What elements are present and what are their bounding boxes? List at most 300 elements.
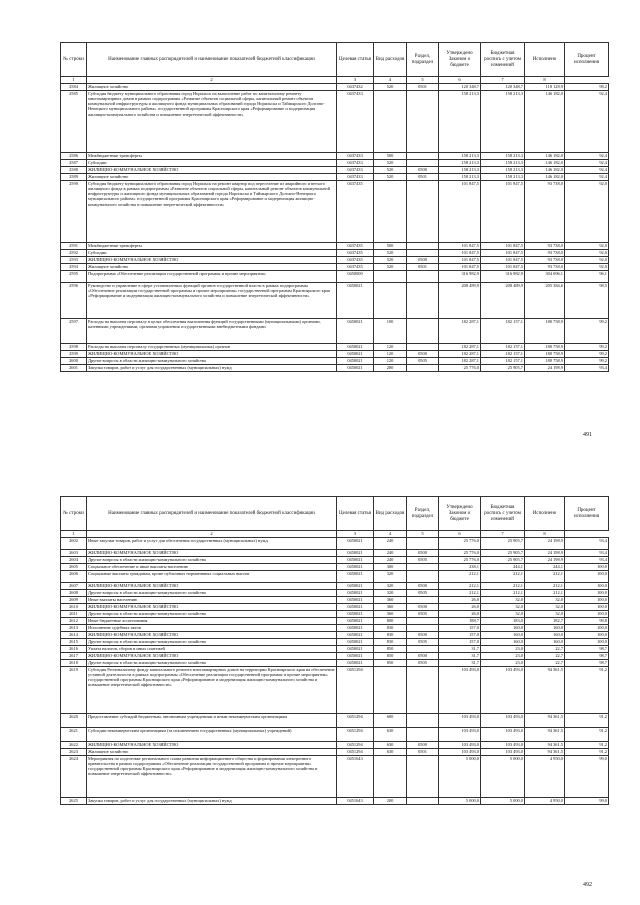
- section-cell: 0505: [407, 357, 439, 364]
- row-name-cell: Расходы на выплаты персоналу государственных (муниципальных) органов: [87, 343, 337, 350]
- row-number-cell: 2610: [61, 603, 87, 610]
- schedule-amount-cell: 25 905,7: [481, 556, 525, 563]
- schedule-amount-cell: 212,1: [481, 589, 525, 596]
- executed-amount-cell: 160,0: [525, 631, 565, 638]
- col-number: 5: [407, 531, 439, 538]
- executed-amount-cell: 304 696,1: [525, 270, 565, 282]
- schedule-amount-cell: 183,0: [481, 617, 525, 624]
- executed-amount-cell: 180 758,9: [525, 350, 565, 357]
- row-name-cell: ЖИЛИЩНО-КОММУНАЛЬНОЕ ХОЗЯЙСТВО: [87, 652, 337, 659]
- table-row: [61, 270, 609, 282]
- execution-percent-cell: 99,0: [565, 755, 609, 797]
- expense-kind-cell: 360: [374, 610, 407, 617]
- row-name-cell: Другие вопросы в области жилищно-коммунального хозяйства: [87, 556, 337, 563]
- expense-kind-cell: 850: [374, 659, 407, 666]
- execution-percent-cell: 92,0: [565, 249, 609, 256]
- table-row: [61, 563, 609, 570]
- section-cell: [407, 727, 439, 741]
- section-cell: [407, 713, 439, 727]
- execution-percent-cell: 99,2: [565, 318, 609, 343]
- approved-amount-cell: 26,0: [439, 596, 481, 603]
- table-row: [61, 713, 609, 727]
- target-article-cell: 0450021: [337, 631, 374, 638]
- target-article-cell: 0450021: [337, 549, 374, 556]
- approved-amount-cell: 212,1: [439, 589, 481, 596]
- executed-amount-cell: 180 758,9: [525, 357, 565, 364]
- table-row: [61, 741, 609, 748]
- target-article-cell: 0450021: [337, 318, 374, 343]
- row-number-cell: 2597: [61, 318, 87, 343]
- row-number-cell: 2607: [61, 582, 87, 589]
- row-number-cell: 2601: [61, 364, 87, 371]
- expense-kind-cell: 520: [374, 159, 407, 166]
- col-number: 7: [481, 77, 525, 84]
- expense-kind-cell: 800: [374, 617, 407, 624]
- table-row: [61, 350, 609, 357]
- executed-amount-cell: 212,1: [525, 589, 565, 596]
- schedule-amount-cell: 120 348,7: [481, 83, 525, 90]
- execution-percent-cell: 93,4: [565, 364, 609, 371]
- target-article-cell: 0437433: [337, 159, 374, 166]
- expense-kind-cell: 360: [374, 596, 407, 603]
- row-number-cell: 2623: [61, 748, 87, 755]
- row-name-cell: Социальные выплаты гражданам, кроме публичных нормативных социальных выплат: [87, 570, 337, 582]
- approved-amount-cell: 31,7: [439, 652, 481, 659]
- schedule-amount-cell: 101 847,5: [481, 242, 525, 249]
- row-name-cell: Жилищное хозяйство: [87, 748, 337, 755]
- row-name-cell: Субсидии некоммерческим организациям (за исключением государственных (муниципальных) учреждений): [87, 727, 337, 741]
- expense-kind-cell: 850: [374, 645, 407, 652]
- execution-percent-cell: 91,2: [565, 666, 609, 713]
- table-row: [61, 549, 609, 556]
- header-row: [61, 497, 609, 531]
- expense-kind-cell: 320: [374, 589, 407, 596]
- table-row: [61, 666, 609, 713]
- schedule-amount-cell: 160,0: [481, 624, 525, 631]
- target-article-cell: 0450021: [337, 617, 374, 624]
- execution-percent-cell: 100,0: [565, 603, 609, 610]
- executed-amount-cell: 244,1: [525, 563, 565, 570]
- target-article-cell: 0450021: [337, 582, 374, 589]
- execution-percent-cell: 92,4: [565, 173, 609, 180]
- expense-kind-cell: 360: [374, 603, 407, 610]
- col-header-target: Целевая статья: [337, 497, 374, 531]
- executed-amount-cell: 182,7: [525, 617, 565, 624]
- table-row: [61, 364, 609, 371]
- schedule-amount-cell: 103 493,0: [481, 713, 525, 727]
- expense-kind-cell: 240: [374, 556, 407, 563]
- table-row: [61, 570, 609, 582]
- schedule-amount-cell: 101 847,5: [481, 263, 525, 270]
- row-number-cell: 2600: [61, 357, 87, 364]
- execution-percent-cell: 100,0: [565, 589, 609, 596]
- section-cell: 0505: [407, 659, 439, 666]
- table-row: [61, 617, 609, 624]
- row-number-cell: 2617: [61, 652, 87, 659]
- table-row: [61, 610, 609, 617]
- execution-percent-cell: 96,1: [565, 270, 609, 282]
- table-row: [61, 159, 609, 166]
- section-cell: [407, 249, 439, 256]
- execution-percent-cell: 100,0: [565, 570, 609, 582]
- schedule-amount-cell: 160,0: [481, 631, 525, 638]
- executed-amount-cell: 160,0: [525, 624, 565, 631]
- schedule-amount-cell: 158 213,3: [481, 90, 525, 152]
- section-cell: [407, 537, 439, 549]
- section-cell: [407, 242, 439, 249]
- schedule-amount-cell: 316 982,9: [481, 270, 525, 282]
- table-row: [61, 282, 609, 318]
- execution-percent-cell: 92,0: [565, 180, 609, 242]
- executed-amount-cell: 93 738,0: [525, 242, 565, 249]
- row-number-cell: 2605: [61, 563, 87, 570]
- target-article-cell: 0450021: [337, 610, 374, 617]
- target-article-cell: 0450021: [337, 343, 374, 350]
- approved-amount-cell: 158 213,3: [439, 152, 481, 159]
- col-header-percent: Процент исполнения: [565, 497, 609, 531]
- approved-amount-cell: 212,1: [439, 570, 481, 582]
- row-number-cell: 2593: [61, 256, 87, 263]
- row-number-cell: 2618: [61, 659, 87, 666]
- schedule-amount-cell: 101 847,5: [481, 180, 525, 242]
- approved-amount-cell: 182 287,1: [439, 357, 481, 364]
- execution-percent-cell: 99,8: [565, 617, 609, 624]
- executed-amount-cell: 94 361,5: [525, 666, 565, 713]
- execution-percent-cell: 98,5: [565, 282, 609, 318]
- section-cell: [407, 645, 439, 652]
- schedule-amount-cell: 212,1: [481, 582, 525, 589]
- row-name-cell: Закупка товаров, работ и услуг для государственных (муниципальных) нужд: [87, 797, 337, 804]
- target-article-cell: 0437435: [337, 180, 374, 242]
- table-row: [61, 755, 609, 797]
- row-number-cell: 2594: [61, 263, 87, 270]
- table-body: [61, 537, 609, 804]
- schedule-amount-cell: 25 905,7: [481, 537, 525, 549]
- schedule-amount-cell: 182 157,1: [481, 357, 525, 364]
- row-number-cell: 2625: [61, 797, 87, 804]
- execution-percent-cell: 99,2: [565, 357, 609, 364]
- expense-kind-cell: 320: [374, 570, 407, 582]
- target-article-cell: 0450021: [337, 282, 374, 318]
- col-header-no: № строки: [61, 43, 87, 77]
- approved-amount-cell: 26,0: [439, 610, 481, 617]
- approved-amount-cell: 5 000,0: [439, 797, 481, 804]
- table-row: [61, 343, 609, 350]
- approved-amount-cell: 120 348,7: [439, 83, 481, 90]
- executed-amount-cell: 146 182,0: [525, 173, 565, 180]
- col-header-name: Наименование главных распорядителей и наименование показателей бюджетной классификации: [87, 497, 337, 531]
- col-header-target: Целевая статья: [337, 43, 374, 77]
- execution-percent-cell: 91,2: [565, 741, 609, 748]
- table-row: [61, 582, 609, 589]
- col-number: 7: [481, 531, 525, 538]
- approved-amount-cell: 158 213,3: [439, 159, 481, 166]
- row-number-cell: 2613: [61, 624, 87, 631]
- expense-kind-cell: [374, 282, 407, 318]
- approved-amount-cell: 188,7: [439, 617, 481, 624]
- page-number: 492: [583, 882, 592, 888]
- row-name-cell: Предоставление субсидий бюджетным, автономным учреждениям и иным некоммерческим организациям: [87, 713, 337, 727]
- executed-amount-cell: 4 950,0: [525, 797, 565, 804]
- expense-kind-cell: 120: [374, 350, 407, 357]
- executed-amount-cell: 205 384,6: [525, 282, 565, 318]
- executed-amount-cell: 146 182,0: [525, 90, 565, 152]
- schedule-amount-cell: 160,0: [481, 638, 525, 645]
- row-number-cell: 2616: [61, 645, 87, 652]
- target-article-cell: 0450021: [337, 638, 374, 645]
- execution-percent-cell: 100,0: [565, 610, 609, 617]
- schedule-amount-cell: 182 157,1: [481, 350, 525, 357]
- row-name-cell: Подпрограмма «Обеспечение реализации государственной программы и прочие мероприятия»: [87, 270, 337, 282]
- row-number-cell: 2599: [61, 350, 87, 357]
- executed-amount-cell: 180 758,9: [525, 318, 565, 343]
- approved-amount-cell: 208 489,9: [439, 282, 481, 318]
- row-number-cell: 2614: [61, 631, 87, 638]
- budget-table: [60, 42, 609, 372]
- expense-kind-cell: 830: [374, 624, 407, 631]
- target-article-cell: 0450021: [337, 350, 374, 357]
- col-number: 8: [525, 77, 565, 84]
- execution-percent-cell: 100,0: [565, 563, 609, 570]
- row-number-cell: 2590: [61, 180, 87, 242]
- approved-amount-cell: 101 847,5: [439, 263, 481, 270]
- schedule-amount-cell: 244,1: [481, 563, 525, 570]
- col-header-kind: Вид расходов: [374, 497, 407, 531]
- expense-kind-cell: 200: [374, 797, 407, 804]
- row-name-cell: ЖИЛИЩНО-КОММУНАЛЬНОЕ ХОЗЯЙСТВО: [87, 603, 337, 610]
- budget-table: [60, 496, 609, 805]
- row-number-cell: 2589: [61, 173, 87, 180]
- target-article-cell: 0450021: [337, 596, 374, 603]
- row-name-cell: Иные бюджетные ассигнования: [87, 617, 337, 624]
- col-header-kind: Вид расходов: [374, 43, 407, 77]
- expense-kind-cell: 630: [374, 748, 407, 755]
- execution-percent-cell: 98,7: [565, 652, 609, 659]
- schedule-amount-cell: 103 493,0: [481, 748, 525, 755]
- approved-amount-cell: 158 213,3: [439, 90, 481, 152]
- col-number: 8: [525, 531, 565, 538]
- table-row: [61, 596, 609, 603]
- table-row: [61, 589, 609, 596]
- approved-amount-cell: 103 493,0: [439, 666, 481, 713]
- expense-kind-cell: 120: [374, 357, 407, 364]
- approved-amount-cell: 25 776,0: [439, 556, 481, 563]
- row-number-cell: 2588: [61, 166, 87, 173]
- expense-kind-cell: 520: [374, 83, 407, 90]
- schedule-amount-cell: 23,0: [481, 645, 525, 652]
- target-article-cell: 0451294: [337, 727, 374, 741]
- row-name-cell: Руководство и управление в сфере установленных функций органов государственной власти в рамках подпрограммы «Обеспечение реализации государственной программы и прочие мероприятия» государственной программы Красноярского края «Реформирование и модернизация жилищно-коммунального хозяйства и повышение энергетической эффективности»: [87, 282, 337, 318]
- expense-kind-cell: 520: [374, 263, 407, 270]
- row-number-cell: 2586: [61, 152, 87, 159]
- approved-amount-cell: 101 847,5: [439, 242, 481, 249]
- target-article-cell: 0451643: [337, 797, 374, 804]
- execution-percent-cell: 93,4: [565, 549, 609, 556]
- target-article-cell: 0451294: [337, 748, 374, 755]
- expense-kind-cell: 520: [374, 166, 407, 173]
- approved-amount-cell: 157,0: [439, 631, 481, 638]
- row-name-cell: Субсидия Региональному фонду капитального ремонта многоквартирных домов на территории Красноярского края на обеспечение уставной деятельности в рамках подпрограммы «Обеспечение реализации государственной программы и прочие мероприятия» государственной программы Красноярского края «Реформирование и модернизация жилищно-коммунального хозяйства и повышение энергетической эффективности»: [87, 666, 337, 713]
- row-name-cell: Закупка товаров, работ и услуг для государственных (муниципальных) нужд: [87, 364, 337, 371]
- col-number: 6: [439, 531, 481, 538]
- expense-kind-cell: 320: [374, 582, 407, 589]
- row-name-cell: Исполнение судебных актов: [87, 624, 337, 631]
- expense-kind-cell: 830: [374, 638, 407, 645]
- schedule-amount-cell: 103 493,0: [481, 666, 525, 713]
- table-row: [61, 556, 609, 563]
- table-row: [61, 727, 609, 741]
- execution-percent-cell: 100,0: [565, 631, 609, 638]
- executed-amount-cell: 146 182,0: [525, 166, 565, 173]
- col-number: 4: [374, 77, 407, 84]
- executed-amount-cell: 93 738,0: [525, 263, 565, 270]
- target-article-cell: 0437435: [337, 242, 374, 249]
- section-cell: 0505: [407, 610, 439, 617]
- row-name-cell: Другие вопросы в области жилищно-коммунального хозяйства: [87, 610, 337, 617]
- target-article-cell: 0437432: [337, 83, 374, 90]
- target-article-cell: 0437435: [337, 249, 374, 256]
- section-cell: [407, 90, 439, 152]
- row-number-cell: 2612: [61, 617, 87, 624]
- executed-amount-cell: 118 128,9: [525, 83, 565, 90]
- approved-amount-cell: 25 776,0: [439, 549, 481, 556]
- table-row: [61, 748, 609, 755]
- approved-amount-cell: 25 776,0: [439, 364, 481, 371]
- target-article-cell: 0450021: [337, 589, 374, 596]
- row-name-cell: Иные выплаты населению: [87, 596, 337, 603]
- table-row: [61, 318, 609, 343]
- row-number-cell: 2621: [61, 727, 87, 741]
- executed-amount-cell: 212,1: [525, 570, 565, 582]
- expense-kind-cell: 520: [374, 249, 407, 256]
- expense-kind-cell: 240: [374, 537, 407, 549]
- execution-percent-cell: 100,0: [565, 638, 609, 645]
- section-cell: 0500: [407, 652, 439, 659]
- row-name-cell: Межбюджетные трансферты: [87, 152, 337, 159]
- approved-amount-cell: 101 847,5: [439, 249, 481, 256]
- execution-percent-cell: 93,4: [565, 537, 609, 549]
- approved-amount-cell: 25 776,0: [439, 537, 481, 549]
- target-article-cell: 0450021: [337, 645, 374, 652]
- section-cell: [407, 343, 439, 350]
- execution-percent-cell: 99,2: [565, 350, 609, 357]
- col-number: 3: [337, 77, 374, 84]
- schedule-amount-cell: 158 213,3: [481, 159, 525, 166]
- executed-amount-cell: 93 738,0: [525, 256, 565, 263]
- row-name-cell: ЖИЛИЩНО-КОММУНАЛЬНОЕ ХОЗЯЙСТВО: [87, 166, 337, 173]
- col-number: 4: [374, 531, 407, 538]
- table-row: [61, 242, 609, 249]
- target-article-cell: 0450021: [337, 624, 374, 631]
- col-header-name: Наименование главных распорядителей и наименование показателей бюджетной классификации: [87, 43, 337, 77]
- expense-kind-cell: [374, 755, 407, 797]
- executed-amount-cell: 93 738,0: [525, 180, 565, 242]
- section-cell: [407, 570, 439, 582]
- table-row: [61, 631, 609, 638]
- schedule-amount-cell: 23,0: [481, 652, 525, 659]
- target-article-cell: 0451294: [337, 713, 374, 727]
- target-article-cell: 0450021: [337, 364, 374, 371]
- row-number-cell: 2598: [61, 343, 87, 350]
- table-row: [61, 638, 609, 645]
- schedule-amount-cell: 212,1: [481, 570, 525, 582]
- col-number: 5: [407, 77, 439, 84]
- row-name-cell: Уплата налогов, сборов и иных платежей: [87, 645, 337, 652]
- approved-amount-cell: 103 493,0: [439, 727, 481, 741]
- schedule-amount-cell: 32,0: [481, 596, 525, 603]
- section-cell: 0500: [407, 603, 439, 610]
- table-row: [61, 797, 609, 804]
- executed-amount-cell: 24 198,9: [525, 537, 565, 549]
- execution-percent-cell: 98,7: [565, 659, 609, 666]
- col-number: 2: [87, 531, 337, 538]
- table-row: [61, 659, 609, 666]
- execution-percent-cell: 92,4: [565, 152, 609, 159]
- target-article-cell: 0450021: [337, 652, 374, 659]
- target-article-cell: 0450021: [337, 563, 374, 570]
- col-number: 6: [439, 77, 481, 84]
- section-cell: [407, 755, 439, 797]
- row-name-cell: Субсидии: [87, 159, 337, 166]
- executed-amount-cell: 180 758,9: [525, 343, 565, 350]
- expense-kind-cell: 850: [374, 652, 407, 659]
- row-number-cell: 2606: [61, 570, 87, 582]
- row-number-cell: 2604: [61, 556, 87, 563]
- table-row: [61, 603, 609, 610]
- executed-amount-cell: 94 361,5: [525, 727, 565, 741]
- approved-amount-cell: 316 982,9: [439, 270, 481, 282]
- execution-percent-cell: 92,4: [565, 90, 609, 152]
- execution-percent-cell: 91,2: [565, 727, 609, 741]
- execution-percent-cell: 99,2: [565, 343, 609, 350]
- executed-amount-cell: 32,0: [525, 610, 565, 617]
- target-article-cell: 0437433: [337, 152, 374, 159]
- row-number-cell: 2584: [61, 83, 87, 90]
- approved-amount-cell: 31,7: [439, 645, 481, 652]
- section-cell: 0501: [407, 748, 439, 755]
- col-header-section: Раздел, подраздел: [407, 43, 439, 77]
- approved-amount-cell: 26,0: [439, 603, 481, 610]
- expense-kind-cell: 500: [374, 242, 407, 249]
- executed-amount-cell: 32,0: [525, 603, 565, 610]
- approved-amount-cell: 212,1: [439, 582, 481, 589]
- section-cell: [407, 596, 439, 603]
- schedule-amount-cell: 208 489,9: [481, 282, 525, 318]
- schedule-amount-cell: 25 905,7: [481, 364, 525, 371]
- expense-kind-cell: [374, 270, 407, 282]
- row-number-cell: 2622: [61, 741, 87, 748]
- table-row: [61, 173, 609, 180]
- row-name-cell: Другие вопросы в области жилищно-коммунального хозяйства: [87, 357, 337, 364]
- executed-amount-cell: 24 198,9: [525, 556, 565, 563]
- row-name-cell: Субсидии: [87, 249, 337, 256]
- row-number-cell: 2592: [61, 249, 87, 256]
- section-cell: 0501: [407, 83, 439, 90]
- row-number-cell: 2595: [61, 270, 87, 282]
- row-name-cell: Мероприятия по подготовке регионального плана развития информационного общества и формирования электронного правительства в рамках подпрограммы «Обеспечение реализации государственной программы и прочие мероприятия» государственной программы Красноярского края «Реформирование и модернизация жилищно-коммунального хозяйства и повышение энергетической эффективности»: [87, 755, 337, 797]
- row-name-cell: ЖИЛИЩНО-КОММУНАЛЬНОЕ ХОЗЯЙСТВО: [87, 549, 337, 556]
- row-name-cell: Субсидия бюджету муниципального образования город Норильск на ремонт квартир под переселение из аварийного и ветхого жилищного фонда в рамках подпрограммы «Развитие объектов социальной сферы, капитальный ремонт объектов коммунальной инфраструктуры и жилищного фонда муниципальных образований города Норильска и Таймырского Долгано-Ненецкого муниципального района» государственной программы Красноярского края «Реформирование и модернизация жилищно-коммунального хозяйства и повышение энергетической эффективности»: [87, 180, 337, 242]
- row-number-cell: 2591: [61, 242, 87, 249]
- section-cell: [407, 159, 439, 166]
- page-2: [0, 452, 640, 904]
- executed-amount-cell: 94 361,5: [525, 748, 565, 755]
- executed-amount-cell: 93 738,0: [525, 249, 565, 256]
- table-row: [61, 166, 609, 173]
- section-cell: 0505: [407, 638, 439, 645]
- target-article-cell: 0450021: [337, 556, 374, 563]
- col-header-percent: Процент исполнения: [565, 43, 609, 77]
